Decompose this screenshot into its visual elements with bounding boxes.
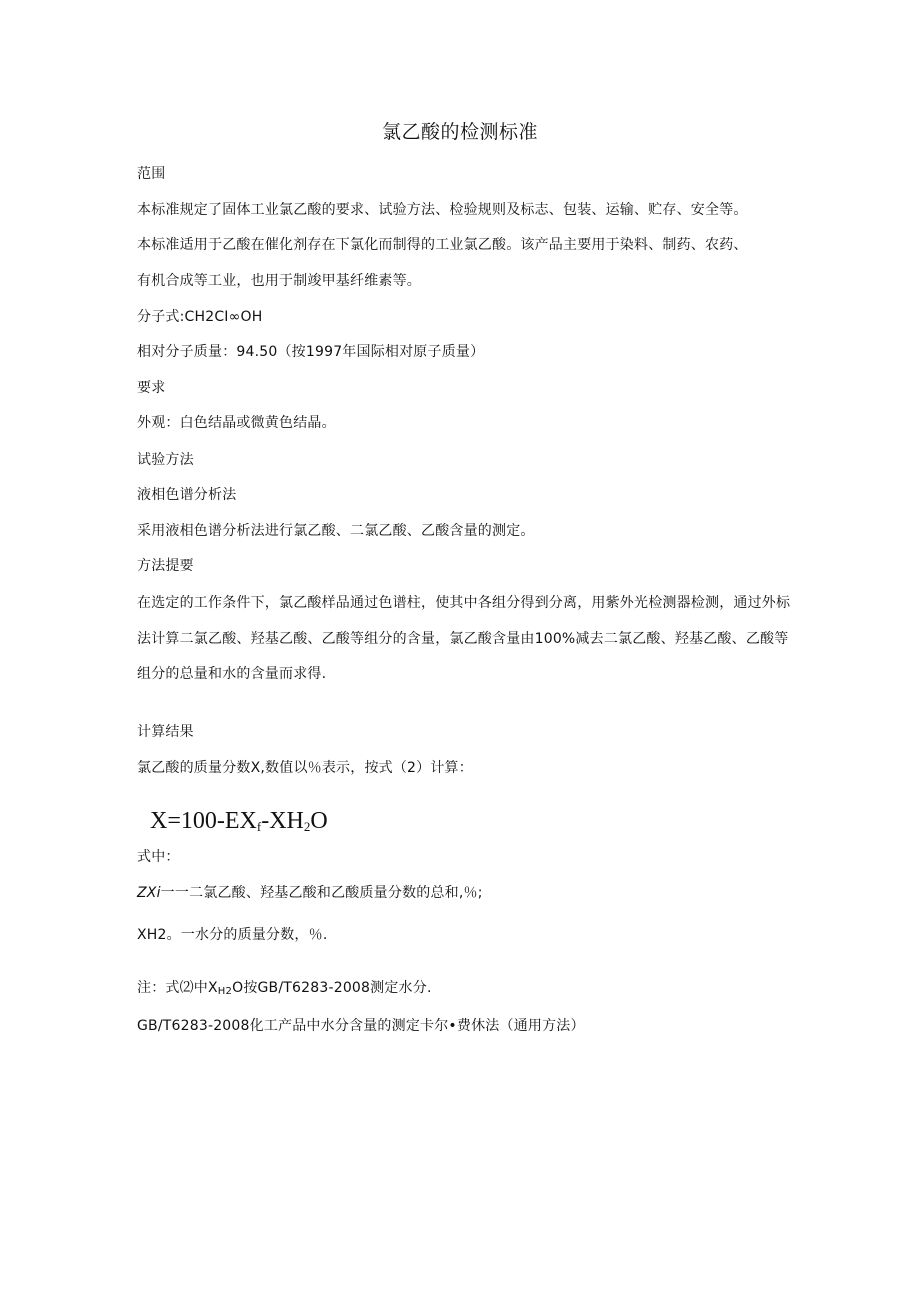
lc-heading: 液相色谱分析法: [137, 487, 237, 503]
calc-heading: 计算结果: [137, 724, 194, 740]
requirements-heading: 要求: [137, 380, 166, 396]
document-title: 氯乙酸的检测标准: [381, 121, 538, 143]
equation-part-2: -XH: [261, 808, 304, 834]
note-prefix: 注：式⑵中X: [137, 980, 218, 996]
reference-standard: GB/T6283-2008化工产品中水分含量的测定卡尔•费休法（通用方法）: [137, 1018, 585, 1034]
calc-text: 氯乙酸的质量分数X,数值以％表示，按式（2）计算：: [137, 760, 473, 776]
note-text: [137, 979, 432, 1001]
scope-paragraph-line-1: 本标准规定了固体工业氯乙酸的要求、试验方法、检验规则及标志、包装、运输、贮存、安全等。: [137, 202, 748, 218]
equation: [150, 806, 328, 842]
lc-text: 采用液相色谱分析法进行氯乙酸、二氯乙酸、乙酸含量的测定。: [137, 523, 535, 539]
note-suffix: O按GB/T6283-2008测定水分.: [232, 980, 432, 996]
molecular-weight: 相对分子质量：94.50（按1997年国际相对原子质量）: [137, 344, 485, 360]
note-sub: H2: [217, 986, 233, 997]
equation-sub-1: f: [256, 819, 262, 834]
scope-paragraph-line-2: 本标准适用于乙酸在催化剂存在下氯化而制得的工业氯乙酸。该产品主要用于染料、制药、农药、: [137, 237, 748, 253]
test-method-heading: 试验方法: [137, 452, 194, 468]
molecular-formula: 分子式:CH2CI∞OH: [137, 309, 263, 325]
summary-line-1: 在选定的工作条件下，氯乙酸样品通过色谱柱，使其中各组分得到分离，用紫外光检测器检测，通过外标: [137, 595, 791, 611]
scope-paragraph-line-3: 有机合成等工业，也用于制竣甲基纤维素等。: [137, 273, 421, 289]
summary-line-2: 法计算二氯乙酸、羟基乙酸、乙酸等组分的含量，氯乙酸含量由100%减去二氯乙酸、羟基乙酸、乙酸等: [137, 631, 789, 647]
definition-1-text: 一一二氯乙酸、羟基乙酸和乙酸质量分数的总和,％;: [160, 885, 483, 901]
definition-1-symbol: ZXi: [137, 885, 161, 901]
definition-2: XH2。一水分的质量分数，％.: [137, 927, 328, 943]
appearance-text: 外观：白色结晶或微黄色结晶。: [137, 415, 336, 431]
equation-part-3: O: [310, 808, 328, 834]
definition-1: [137, 884, 483, 902]
method-summary-heading: 方法提要: [137, 558, 194, 574]
equation-sub-2: 2: [303, 819, 311, 834]
equation-part-1: X=100-EX: [150, 808, 257, 834]
summary-line-3: 组分的总量和水的含量而求得.: [137, 666, 327, 682]
where-label: 式中：: [137, 849, 180, 865]
scope-heading: 范围: [137, 166, 166, 182]
